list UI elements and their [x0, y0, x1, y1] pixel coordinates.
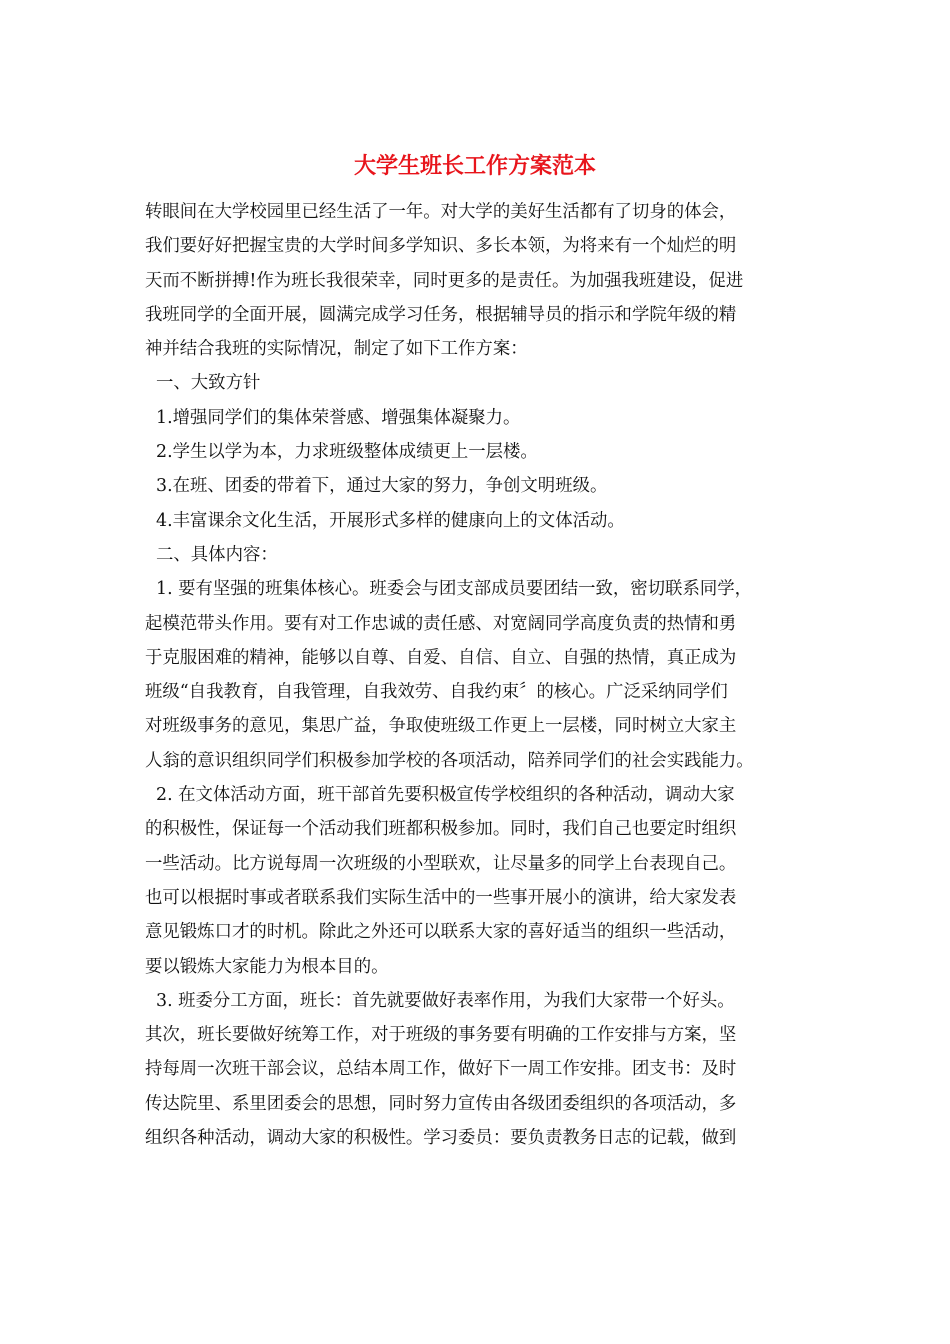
text-line: 天而不断拼搏!作为班长我很荣幸，同时更多的是责任。为加强我班建设，促进 [145, 270, 744, 291]
text-line: 转眼间在大学校园里已经生活了一年。对大学的美好生活都有了切身的体会， [145, 202, 737, 222]
document-title: 大学生班长工作方案范本 [353, 153, 596, 179]
text-line: 其次，班长要做好统筹工作，对于班级的事务要有明确的工作安排与方案，坚 [145, 1025, 737, 1046]
text-line: 的积极性，保证每一个活动我们班都积极参加。同时，我们自己也要定时组织 [145, 819, 737, 840]
text-line: 组织各种活动，调动大家的积极性。学习委员：要负责教务日志的记载，做到 [145, 1128, 737, 1149]
text-line: 2. 在文体活动方面，班干部首先要积极宣传学校组织的各种活动，调动大家 [156, 785, 735, 806]
text-line: 3.在班、团委的带着下，通过大家的努力，争创文明班级。 [156, 476, 608, 497]
text-line: 班级“自我教育，自我管理，自我效劳、自我约束〞的核心。广泛采纳同学们 [145, 682, 728, 703]
text-line: 持每周一次班干部会议，总结本周工作，做好下一周工作安排。团支书：及时 [145, 1059, 737, 1080]
text-line: 也可以根据时事或者联系我们实际生活中的一些事开展小的演讲，给大家发表 [145, 887, 737, 908]
text-line: 4.丰富课余文化生活，开展形式多样的健康向上的文体活动。 [156, 510, 625, 531]
text-line: 1. 要有坚强的班集体核心。班委会与团支部成员要团结一致，密切联系同学， [156, 579, 753, 600]
document-body [145, 195, 815, 1155]
text-line: 一、大致方针 [156, 373, 261, 394]
text-line: 2.学生以学为本，力求班级整体成绩更上一层楼。 [156, 442, 538, 463]
text-line: 传达院里、系里团委会的思想，同时努力宣传由各级团委组织的各项活动，多 [145, 1093, 737, 1114]
text-line: 对班级事务的意见，集思广益，争取使班级工作更上一层楼，同时树立大家主 [145, 716, 737, 737]
text-line: 人翁的意识组织同学们积极参加学校的各项活动，陪养同学们的社会实践能力。 [145, 750, 754, 771]
text-line: 起模范带头作用。要有对工作忠诚的责任感、对宽阔同学高度负责的热情和勇 [145, 613, 737, 634]
text-line: 3. 班委分工方面，班长：首先就要做好表率作用，为我们大家带一个好头。 [156, 990, 735, 1011]
text-line: 我们要好好把握宝贵的大学时间多学知识、多长本领，为将来有一个灿烂的明 [145, 236, 737, 257]
text-line: 我班同学的全面开展，圆满完成学习任务，根据辅导员的指示和学院年级的精 [145, 304, 737, 325]
text-line: 一些活动。比方说每周一次班级的小型联欢，让尽量多的同学上台表现自己。 [145, 853, 737, 874]
text-line: 要以锻炼大家能力为根本目的。 [145, 956, 389, 977]
text-line: 神并结合我班的实际情况，制定了如下工作方案： [145, 339, 528, 360]
text-line: 于克服困难的精神，能够以自尊、自爱、自信、自立、自强的热情，真正成为 [145, 647, 737, 668]
text-line: 二、具体内容： [156, 544, 278, 565]
text-line: 意见锻炼口才的时机。除此之外还可以联系大家的喜好适当的组织一些活动， [145, 922, 737, 943]
text-line: 1.增强同学们的集体荣誉感、增强集体凝聚力。 [156, 407, 521, 428]
